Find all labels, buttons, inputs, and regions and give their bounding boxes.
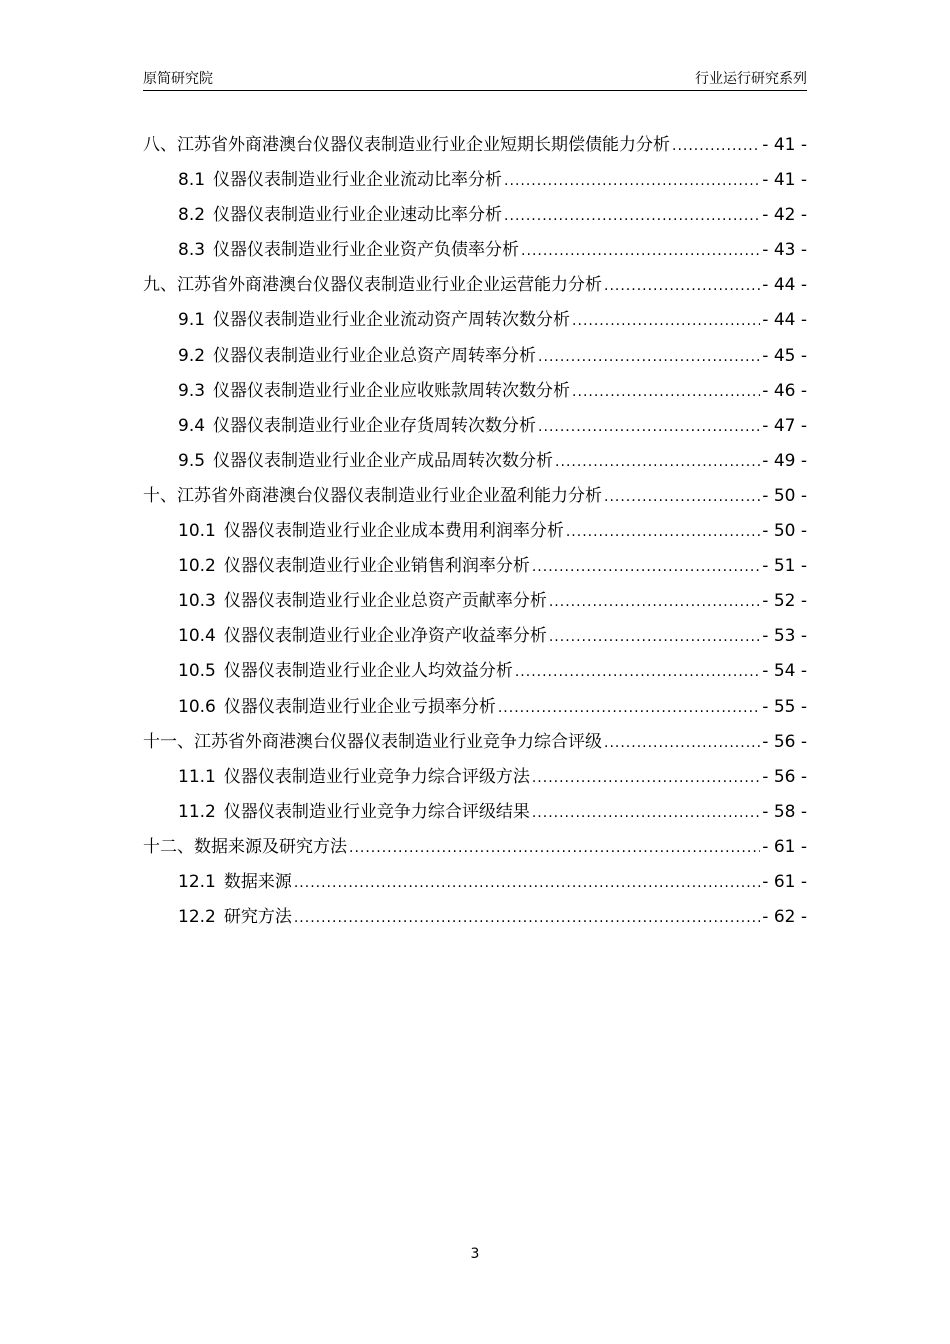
toc-dot-leader — [572, 375, 760, 410]
toc-entry-page: - 61 - — [762, 836, 807, 857]
page-number: 3 — [470, 1246, 480, 1262]
toc-entry-number: 9.1 — [178, 310, 206, 331]
toc-section-entry[interactable] — [143, 690, 807, 725]
toc-section-entry[interactable] — [143, 654, 807, 689]
toc-dot-leader — [294, 866, 760, 901]
toc-section-entry[interactable] — [143, 584, 807, 619]
toc-entry-title: 数据来源 — [223, 871, 292, 892]
toc-entry-title: 仪器仪表制造业行业企业流动资产周转次数分析 — [213, 310, 571, 331]
toc-section-entry[interactable] — [143, 409, 807, 444]
toc-dot-leader — [566, 515, 760, 550]
toc-dot-leader — [549, 620, 760, 655]
toc-entry-title: 仪器仪表制造业行业企业产成品周转次数分析 — [213, 450, 554, 471]
toc-entry-title: 九、江苏省外商港澳台仪器仪表制造业行业企业运营能力分析 — [143, 275, 602, 296]
toc-chapter-entry[interactable] — [143, 268, 807, 303]
header-series-title: 行业运行研究系列 — [695, 71, 807, 87]
header-organization: 原简研究院 — [143, 71, 213, 87]
toc-dot-leader — [555, 445, 760, 480]
toc-section-entry[interactable] — [143, 374, 807, 409]
toc-section-entry[interactable] — [143, 198, 807, 233]
toc-entry-title: 十一、江苏省外商港澳台仪器仪表制造业行业竞争力综合评级 — [143, 731, 602, 752]
toc-entry-number: 9.4 — [178, 415, 206, 436]
toc-dot-leader — [549, 585, 760, 620]
toc-entry-title: 研究方法 — [223, 907, 292, 928]
toc-dot-leader — [604, 269, 760, 304]
toc-section-entry[interactable] — [143, 233, 807, 268]
toc-entry-title: 仪器仪表制造业行业企业应收账款周转次数分析 — [213, 380, 571, 401]
toc-entry-title: 八、江苏省外商港澳台仪器仪表制造业行业企业短期长期偿债能力分析 — [143, 135, 670, 155]
toc-entry-page: - 53 - — [762, 626, 807, 647]
toc-entry-page: - 52 - — [762, 591, 807, 612]
toc-entry-number: 8.3 — [178, 240, 206, 261]
toc-dot-leader — [672, 129, 760, 164]
toc-section-entry[interactable] — [143, 303, 807, 338]
toc-entry-number: 11.1 — [178, 766, 216, 787]
toc-entry-page: - 50 - — [762, 485, 807, 506]
toc-entry-page: - 45 - — [762, 345, 807, 366]
toc-entry-title: 仪器仪表制造业行业竞争力综合评级结果 — [223, 801, 530, 822]
toc-entry-number: 10.3 — [178, 591, 216, 612]
toc-entry-number: 11.2 — [178, 801, 216, 822]
toc-chapter-entry[interactable] — [143, 479, 807, 514]
toc-entry-title: 仪器仪表制造业行业企业总资产贡献率分析 — [223, 591, 547, 612]
toc-entry-title: 仪器仪表制造业行业企业人均效益分析 — [223, 661, 513, 682]
table-of-contents — [143, 128, 807, 935]
toc-entry-page: - 62 - — [762, 907, 807, 928]
toc-entry-page: - 44 - — [762, 275, 807, 296]
toc-dot-leader — [349, 831, 760, 866]
toc-entry-page: - 43 - — [762, 240, 807, 261]
toc-entry-page: - 55 - — [762, 696, 807, 717]
toc-entry-page: - 61 - — [762, 871, 807, 892]
toc-chapter-entry[interactable] — [143, 830, 807, 865]
toc-dot-leader — [504, 199, 760, 234]
toc-dot-leader — [294, 901, 760, 936]
page-header — [143, 62, 807, 91]
toc-dot-leader — [532, 550, 760, 585]
toc-dot-leader — [538, 340, 760, 375]
toc-chapter-entry[interactable] — [143, 128, 807, 163]
toc-section-entry[interactable] — [143, 760, 807, 795]
toc-entry-page: - 44 - — [762, 310, 807, 331]
toc-entry-number: 10.2 — [178, 556, 216, 577]
toc-entry-number: 10.5 — [178, 661, 216, 682]
toc-entry-number: 9.5 — [178, 450, 206, 471]
toc-dot-leader — [604, 726, 760, 761]
toc-dot-leader — [504, 164, 760, 199]
toc-entry-title: 仪器仪表制造业行业竞争力综合评级方法 — [223, 766, 530, 787]
toc-entry-title: 十、江苏省外商港澳台仪器仪表制造业行业企业盈利能力分析 — [143, 485, 602, 506]
toc-entry-page: - 49 - — [762, 450, 807, 471]
toc-section-entry[interactable] — [143, 795, 807, 830]
toc-entry-page: - 42 - — [762, 205, 807, 226]
toc-entry-title: 仪器仪表制造业行业企业速动比率分析 — [213, 205, 503, 226]
toc-dot-leader — [532, 796, 760, 831]
toc-entry-number: 10.1 — [178, 521, 216, 542]
toc-dot-leader — [515, 655, 760, 690]
toc-entry-title: 仪器仪表制造业行业企业销售利润率分析 — [223, 556, 530, 577]
toc-entry-page: - 41 - — [762, 135, 807, 155]
toc-entry-number: 12.1 — [178, 871, 216, 892]
toc-entry-number: 9.2 — [178, 345, 206, 366]
toc-entry-title: 十二、数据来源及研究方法 — [143, 836, 347, 857]
toc-entry-title: 仪器仪表制造业行业企业成本费用利润率分析 — [223, 521, 564, 542]
toc-entry-title: 仪器仪表制造业行业企业存货周转次数分析 — [213, 415, 537, 436]
toc-entry-page: - 54 - — [762, 661, 807, 682]
toc-entry-title: 仪器仪表制造业行业企业总资产周转率分析 — [213, 345, 537, 366]
toc-entry-number: 10.4 — [178, 626, 216, 647]
toc-section-entry[interactable] — [143, 339, 807, 374]
toc-entry-page: - 47 - — [762, 415, 807, 436]
toc-entry-title: 仪器仪表制造业行业企业亏损率分析 — [223, 696, 496, 717]
toc-entry-number: 9.3 — [178, 380, 206, 401]
toc-entry-title: 仪器仪表制造业行业企业净资产收益率分析 — [223, 626, 547, 647]
toc-entry-page: - 56 - — [762, 766, 807, 787]
toc-dot-leader — [498, 691, 760, 726]
toc-section-entry[interactable] — [143, 163, 807, 198]
toc-entry-page: - 50 - — [762, 521, 807, 542]
toc-section-entry[interactable] — [143, 444, 807, 479]
toc-entry-page: - 46 - — [762, 380, 807, 401]
toc-entry-number: 8.2 — [178, 205, 206, 226]
toc-entry-page: - 56 - — [762, 731, 807, 752]
toc-section-entry[interactable] — [143, 549, 807, 584]
toc-dot-leader — [604, 480, 760, 515]
toc-section-entry[interactable] — [143, 900, 807, 935]
toc-dot-leader — [532, 761, 760, 796]
toc-section-entry[interactable] — [143, 619, 807, 654]
toc-dot-leader — [521, 234, 760, 269]
toc-dot-leader — [538, 410, 760, 445]
toc-section-entry[interactable] — [143, 514, 807, 549]
toc-dot-leader — [572, 304, 760, 339]
toc-section-entry[interactable] — [143, 865, 807, 900]
toc-entry-page: - 51 - — [762, 556, 807, 577]
toc-entry-page: - 58 - — [762, 801, 807, 822]
toc-entry-title: 仪器仪表制造业行业企业流动比率分析 — [213, 170, 503, 191]
toc-entry-number: 8.1 — [178, 170, 206, 191]
toc-entry-title: 仪器仪表制造业行业企业资产负债率分析 — [213, 240, 520, 261]
toc-chapter-entry[interactable] — [143, 725, 807, 760]
toc-entry-number: 10.6 — [178, 696, 216, 717]
toc-entry-number: 12.2 — [178, 907, 216, 928]
toc-entry-page: - 41 - — [762, 170, 807, 191]
